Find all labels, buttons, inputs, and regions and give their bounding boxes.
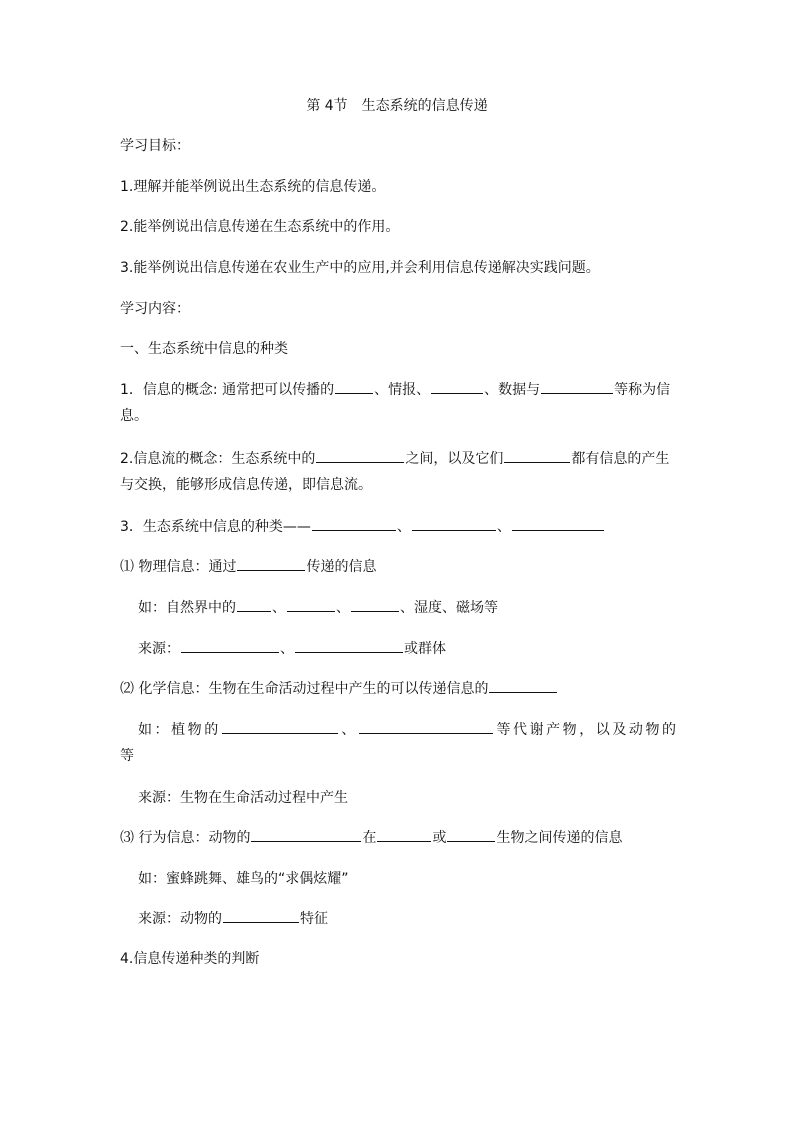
- objective-item: 2.能举例说出信息传递在生态系统中的作用。: [120, 219, 400, 235]
- fill-blank[interactable]: [512, 516, 604, 531]
- fill-blank[interactable]: [222, 719, 338, 734]
- fill-blank[interactable]: [223, 908, 299, 923]
- fill-blank[interactable]: [287, 597, 335, 612]
- behavioral-example: 如：蜜蜂跳舞、雄鸟的“求偶炫耀”: [138, 871, 349, 887]
- fill-blank[interactable]: [541, 379, 613, 394]
- fill-blank[interactable]: [359, 719, 493, 734]
- chemical-source: 来源：生物在生命活动过程中产生: [138, 790, 348, 806]
- fill-blank[interactable]: [251, 827, 361, 842]
- physical-source: 来源： 、 或群体: [138, 636, 676, 662]
- behavioral-source: 来源：动物的 特征: [138, 906, 676, 932]
- question-4: 4.信息传递种类的判断: [120, 951, 260, 967]
- page-title: 第 4节 生态系统的信息传递: [306, 98, 488, 114]
- fill-blank[interactable]: [237, 556, 305, 571]
- fill-blank[interactable]: [377, 827, 431, 842]
- question-1-cont: 息。: [120, 408, 148, 424]
- fill-blank[interactable]: [504, 448, 570, 463]
- fill-blank[interactable]: [447, 827, 495, 842]
- chemical-info: ⑵ 化学信息：生物在生命活动过程中产生的可以传递信息的: [120, 676, 676, 702]
- fill-blank[interactable]: [412, 516, 496, 531]
- fill-blank[interactable]: [335, 379, 373, 394]
- fill-blank[interactable]: [312, 516, 396, 531]
- fill-blank[interactable]: [316, 448, 404, 463]
- physical-info: ⑴ 物理信息：通过 传递的信息: [120, 554, 676, 580]
- question-2: 2.信息流的概念：生态系统中的 之间，以及它们 都有信息的产生: [120, 446, 676, 472]
- fill-blank[interactable]: [489, 678, 557, 693]
- question-3: 3．生态系统中信息的种类—— 、 、: [120, 514, 676, 540]
- question-1: 1．信息的概念: 通常把可以传播的 、情报、 、数据与 等称为信: [120, 377, 676, 403]
- fill-blank[interactable]: [351, 597, 399, 612]
- fill-blank[interactable]: [295, 638, 403, 653]
- physical-example: 如：自然界中的 、 、 、湿度、磁场等: [138, 595, 676, 621]
- chemical-example-cont: 等: [120, 748, 134, 764]
- fill-blank[interactable]: [237, 597, 271, 612]
- behavioral-info: ⑶ 行为信息：动物的 在 或 生物之间传递的信息: [120, 825, 676, 851]
- question-2-cont: 与交换，能够形成信息传递，即信息流。: [120, 477, 372, 493]
- fill-blank[interactable]: [181, 638, 279, 653]
- content-heading: 学习内容：: [120, 301, 190, 317]
- objective-item: 3.能举例说出信息传递在农业生产中的应用,并会利用信息传递解决实践问题。: [120, 260, 600, 276]
- chemical-example: 如：植物的 、 等代谢产物，以及动物的: [138, 717, 676, 743]
- objectives-heading: 学习目标：: [120, 138, 190, 154]
- fill-blank[interactable]: [431, 379, 483, 394]
- objective-item: 1.理解并能举例说出生态系统的信息传递。: [120, 179, 386, 195]
- section-heading: 一、生态系统中信息的种类: [120, 341, 288, 357]
